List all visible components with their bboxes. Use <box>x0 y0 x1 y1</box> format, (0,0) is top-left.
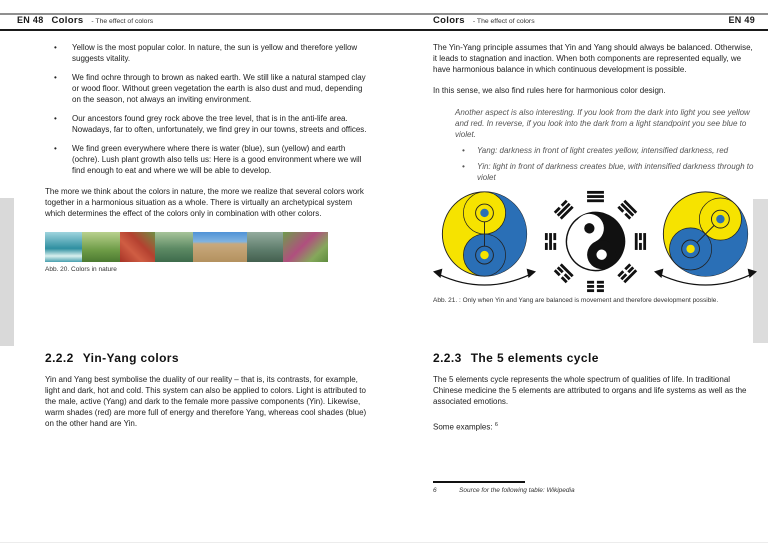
section-title: Yin-Yang colors <box>82 351 179 365</box>
yin-yang-black-white-trigrams-icon <box>544 190 647 293</box>
section-title: The 5 elements cycle <box>470 351 599 365</box>
chapter-title-left: Colors <box>51 15 84 26</box>
yin-yang-principle-paragraph: The Yin-Yang principle assumes that Yin and Yang should always be balanced. Otherwise, it leads to stagnation and inaction. When both components are represented equally, we have harmonious balance in which continuous development is possible. <box>433 43 753 74</box>
page-number-left: EN 48 <box>17 15 44 25</box>
nature-photo <box>82 232 120 262</box>
yin-yang-figure <box>433 190 757 293</box>
italic-aspect-note: Another aspect is also interesting. If you look from the dark into light you see yellow and red. In reverse, if you look into the dark from a light standpoint you see blue to violet. <box>455 108 750 139</box>
list-item: • We find green everywhere where there is water (blue), sun (yellow) and earth (ochre). Lush plant growth also tells us: Here is a good environment where we will find enough to eat and where we will be able to develop. <box>45 143 371 176</box>
section-heading <box>45 353 371 364</box>
yang-yin-note-list <box>455 145 757 183</box>
nature-photo-strip <box>45 232 371 262</box>
footnote-number: 6 <box>433 487 437 494</box>
list-item: • Our ancestors found grey rock above the tree level, that is in the anti-life area. Nowadays, far to often, unfortunately, we find grey in our towns, streets and offices. <box>45 113 371 135</box>
page-number-right: EN 49 <box>728 15 755 25</box>
right-page-column <box>433 42 757 306</box>
chapter-subtitle-left: - The effect of colors <box>91 18 154 25</box>
list-item: • We find ochre through to brown as naked earth. We still like a natural stamped clay or wood floor. Without green vegetation the earth is also dust and mud, depending on the season, not always an inviting environment. <box>45 72 371 105</box>
figure-caption-abb20: Abb. 20. Colors in nature <box>45 266 117 273</box>
nature-photo <box>193 232 247 262</box>
footnote-block <box>433 481 757 494</box>
section-yin-yang-colors <box>45 353 371 429</box>
section-body-text: The 5 elements cycle represents the whole spectrum of qualities of life. In traditional Chinese medicine the 5 elements are attributed to organs and life systems as well as the associated emotions. <box>433 375 747 406</box>
some-examples-line <box>433 420 757 433</box>
header-left-page <box>17 15 153 26</box>
chapter-thumb-tab-left <box>0 198 14 346</box>
section-body-text: Yin and Yang best symbolise the duality of our reality – that is, its contrasts, for example, light and dark, hot and cold. This system can also be applied to colors. Light is attributed to the male, active (Yang) and dark to the female more passive components (Yin). Likewise, warm shades (red) are more full of energy and therefore Yang, whereas cool shades (blue) on the other hand are Yin. <box>45 375 367 428</box>
nature-photo <box>155 232 193 262</box>
colors-in-nature-paragraph: The more we think about the colors in nature, the more we realize that several colors work together in a harmonious situation as a whole. There is virtually an archetypical system which determines the effect of the colors only in combination with other colors. <box>45 187 364 218</box>
footnote-text: Source for the following table: Wikipedia <box>459 487 575 494</box>
nature-photo <box>247 232 283 262</box>
harmonious-design-paragraph: In this sense, we also find rules here for harmonious color design. <box>433 86 666 95</box>
header-bottom-rule <box>0 29 768 31</box>
section-heading <box>433 353 757 364</box>
list-item: • Yellow is the most popular color. In nature, the sun is yellow and therefore yellow suggests vitality. <box>45 42 371 64</box>
footnote-separator-rule <box>433 481 525 483</box>
list-item: • Yang: darkness in front of light creates yellow, intensified darkness, red <box>455 145 757 156</box>
list-item: • Yin: light in front of darkness creates blue, with intensified darkness through to violet <box>455 161 757 183</box>
nature-photo <box>283 232 328 262</box>
yin-yang-yellow-blue-icon <box>433 190 536 293</box>
page-bottom-edge <box>0 542 768 543</box>
nature-photo <box>45 232 82 262</box>
color-meaning-bullet-list <box>45 42 371 176</box>
section-five-elements-cycle <box>433 353 757 441</box>
chapter-title-right: Colors <box>433 15 465 26</box>
chapter-subtitle-right: - The effect of colors <box>472 18 535 25</box>
figure-caption-abb21: Abb. 21. : Only when Yin and Yang are balanced is movement and therefore development possible. <box>433 297 719 304</box>
left-page-column <box>45 42 371 275</box>
header-right-page <box>433 15 755 26</box>
section-number: 2.2.3 <box>433 351 462 365</box>
footnote-row <box>433 487 757 494</box>
examples-label: Some examples: <box>433 422 493 432</box>
section-number: 2.2.2 <box>45 351 74 365</box>
nature-photo <box>120 232 155 262</box>
footnote-reference: 6 <box>494 422 498 428</box>
yin-yang-yellow-blue-rotated-icon <box>654 190 757 293</box>
